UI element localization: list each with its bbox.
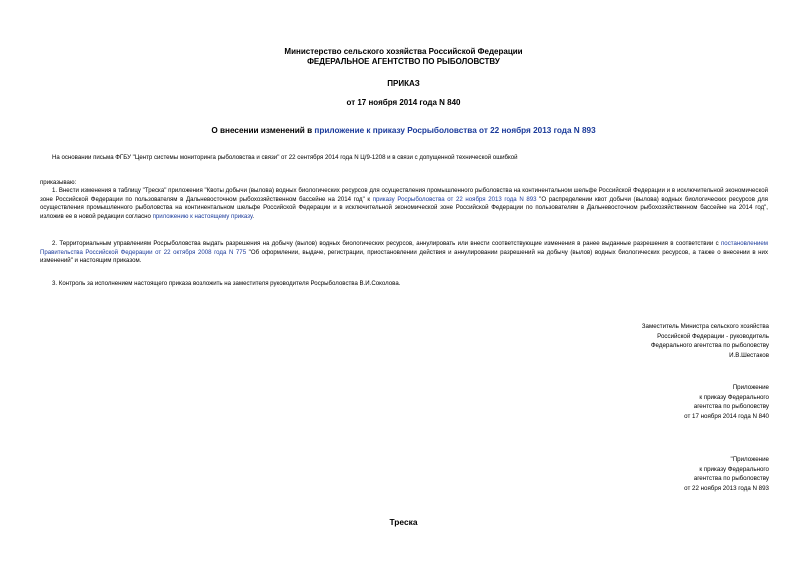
item-1-text-c: . [252,212,255,220]
appendix-line: агентства по рыболовству [693,403,769,411]
item-2-text-a: 2. Территориальным управлениям Росрыболовства выдать разрешения на добычу (вылов) водных биологических ресурсов, аннулировать или внести соответствующие изменения в ранее выданные разрешения в соответствии с [52,240,721,247]
item-2 [40,240,768,266]
subject-link[interactable]: приложение к приказу Росрыболовства от 22 ноября 2013 года N 893 [314,126,596,135]
item-2-text-b: "Об оформлении, выдаче, регистрации, приостановлении действия и аннулировании разрешений на добычу (вылов) водных биологических ресурсов, а также о внесении в них изменений" и настоящим приказом. [40,248,768,265]
item-1-order-link[interactable]: приказу Росрыболовства от 22 ноября 2013 года N 893 [372,195,537,203]
appendix-line: к приказу Федерального [699,465,769,473]
appendix-note-1 [684,383,769,421]
subject-title [0,126,807,135]
signature-block [642,322,769,360]
appendix-line: Приложение [732,384,769,391]
signature-line: И.В.Шестаков [729,351,769,359]
signature-line: Федерального агентства по рыболовству [650,342,769,350]
order-word: приказываю: [40,179,77,186]
table-title: Треска [389,517,418,527]
appendix-note-2 [684,455,769,493]
item-1 [40,187,768,221]
signature-line: Заместитель Министра сельского хозяйства [641,323,769,330]
ministry-heading: Министерство сельского хозяйства Российской Федерации [284,47,523,56]
item-2-decree-link[interactable]: постановлением Правительства Российской Федерации от 22 октября 2008 года N 775 [40,240,768,256]
agency-heading: ФЕДЕРАЛЬНОЕ АГЕНТСТВО ПО РЫБОЛОВСТВУ [307,57,500,66]
item-3: 3. Контроль за исполнением настоящего приказа возложить на заместителя руководителя Росрыболовства В.И.Соколова. [52,280,401,287]
appendix-line: от 22 ноября 2013 года N 893 [684,484,769,492]
appendix-line: "Приложение [730,456,769,463]
appendix-line: агентства по рыболовству [693,475,769,483]
item-1-text-a: 1. Внести изменения в таблицу "Треска" приложения "Квоты добычи (вылова) водных биологических ресурсов для осуществления промышленного рыболовства на континентальном шельфе Российской Федерации и в исключительной экономической зоне Российской Федерации по пользователям в Дальневосточном рыбохозяйственном бассейне на 2014 год" к [40,187,768,203]
item-1-appendix-link[interactable]: приложению к настоящему приказу [152,212,253,220]
preamble: На основании письма ФГБУ "Центр системы мониторинга рыболовства и связи" от 22 сентября 2014 года N Ц/9-1208 и в связи с допущенной технической ошибкой [52,154,518,161]
subject-prefix: О внесении изменений в [211,126,315,135]
appendix-line: к приказу Федерального [699,393,769,401]
item-1-text-b: "О распределении квот добычи (вылова) водных биологических ресурсов для осуществления промышленного рыболовства на континентальном шельфе Российской Федерации и в исключительной экономической зоне Российской Федерации по пользователям в Дальневосточном рыбохозяйственном бассейне на 2014 год", изложив ее в новой редакции согласно [40,195,768,220]
appendix-line: от 17 ноября 2014 года N 840 [684,412,769,420]
doc-type-heading: ПРИКАЗ [387,79,420,88]
doc-date-heading: от 17 ноября 2014 года N 840 [346,98,461,107]
signature-line: Российской Федерации - руководитель [657,332,769,340]
